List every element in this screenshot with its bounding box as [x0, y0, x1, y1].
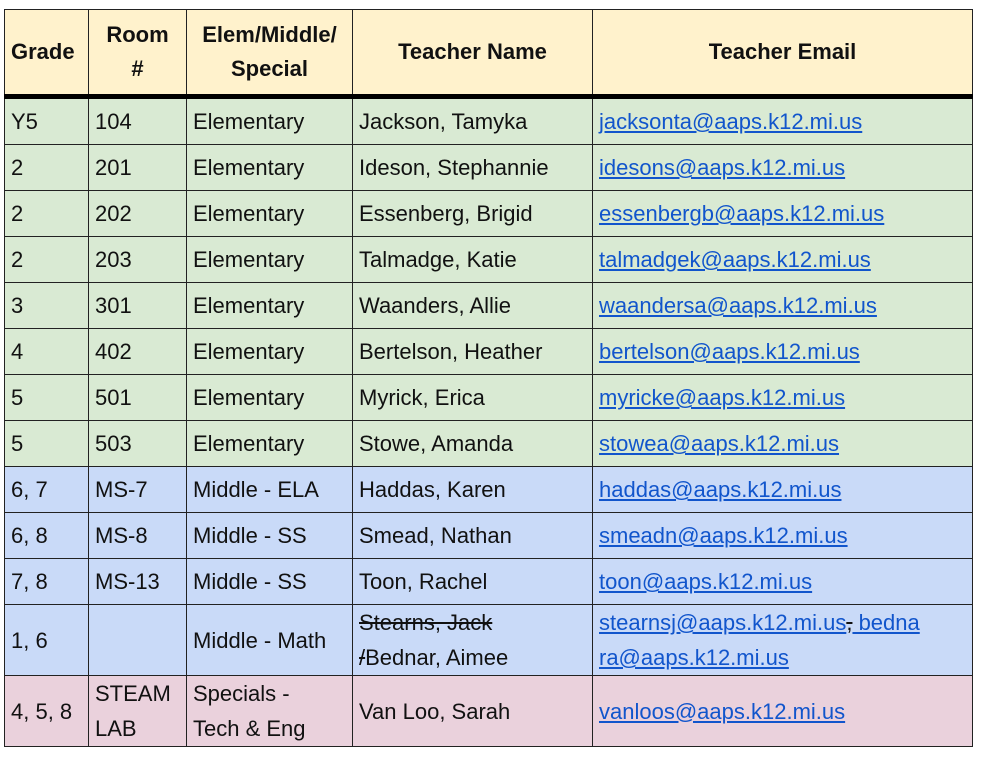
header-room-line1: Room	[106, 22, 169, 47]
room-cell: 104	[89, 97, 187, 145]
email-link[interactable]: smeadn@aaps.k12.mi.us	[599, 523, 848, 548]
teacher-name-cell: Talmadge, Katie	[353, 237, 593, 283]
room-cell: 402	[89, 329, 187, 375]
grade-cell: 6, 7	[5, 467, 89, 513]
teacher-name-cell: Myrick, Erica	[353, 375, 593, 421]
email-link[interactable]: haddas@aaps.k12.mi.us	[599, 477, 842, 502]
table-row	[5, 329, 973, 375]
level-cell: Middle - SS	[187, 513, 353, 559]
level-cell: Middle - SS	[187, 559, 353, 605]
header-level	[187, 10, 353, 97]
table-row	[5, 467, 973, 513]
table-row	[5, 191, 973, 237]
email-cell	[593, 97, 973, 145]
level-cell: Elementary	[187, 97, 353, 145]
email-link[interactable]: jacksonta@aaps.k12.mi.us	[599, 109, 863, 134]
table-row	[5, 421, 973, 467]
room-cell: 202	[89, 191, 187, 237]
email-link[interactable]: talmadgek@aaps.k12.mi.us	[599, 247, 871, 272]
email-line1	[599, 605, 966, 640]
teacher-name-cell: Stowe, Amanda	[353, 421, 593, 467]
email-cell	[593, 559, 973, 605]
room-cell: 203	[89, 237, 187, 283]
teacher-separator: /	[359, 645, 366, 670]
email-separator: ,	[846, 610, 853, 635]
email-link[interactable]: waandersa@aaps.k12.mi.us	[599, 293, 877, 318]
level-cell: Elementary	[187, 329, 353, 375]
email-cell	[593, 421, 973, 467]
room-line2: LAB	[95, 716, 137, 741]
header-grade: Grade	[5, 10, 89, 97]
teacher-name-cell: Jackson, Tamyka	[353, 97, 593, 145]
level-cell: Elementary	[187, 145, 353, 191]
teacher-name-cell: Toon, Rachel	[353, 559, 593, 605]
current-email-link-part2[interactable]: ra@aaps.k12.mi.us	[599, 645, 789, 670]
email-cell	[593, 676, 973, 747]
teacher-name-cell: Ideson, Stephannie	[353, 145, 593, 191]
header-teacher-name: Teacher Name	[353, 10, 593, 97]
level-cell: Middle - ELA	[187, 467, 353, 513]
table-row	[5, 97, 973, 145]
room-cell: 501	[89, 375, 187, 421]
teacher-name-cell: Waanders, Allie	[353, 283, 593, 329]
teacher-name-cell: Van Loo, Sarah	[353, 676, 593, 747]
grade-cell: 6, 8	[5, 513, 89, 559]
email-cell	[593, 467, 973, 513]
grade-cell: 2	[5, 191, 89, 237]
email-cell	[593, 145, 973, 191]
email-link[interactable]: idesons@aaps.k12.mi.us	[599, 155, 846, 180]
header-row	[5, 10, 973, 97]
teacher-name-cell: Bertelson, Heather	[353, 329, 593, 375]
header-level-line2: Special	[230, 56, 309, 81]
room-line1: STEAM	[95, 681, 171, 706]
room-cell: MS-7	[89, 467, 187, 513]
email-cell	[593, 605, 973, 676]
current-email-link-part1[interactable]: bedna	[852, 610, 920, 635]
level-cell	[187, 676, 353, 747]
teacher-name-cell: Essenberg, Brigid	[353, 191, 593, 237]
email-cell	[593, 191, 973, 237]
teacher-name-cell	[353, 605, 593, 676]
level-cell: Elementary	[187, 421, 353, 467]
room-cell	[89, 676, 187, 747]
grade-cell: 7, 8	[5, 559, 89, 605]
level-line2: Tech & Eng	[193, 716, 306, 741]
grade-cell: 3	[5, 283, 89, 329]
email-cell	[593, 283, 973, 329]
header-room	[89, 10, 187, 97]
table-body	[5, 97, 973, 747]
table-row-math	[5, 605, 973, 676]
grade-cell: 2	[5, 237, 89, 283]
grade-cell: Y5	[5, 97, 89, 145]
table-row	[5, 237, 973, 283]
room-cell	[89, 605, 187, 676]
grade-cell: 5	[5, 421, 89, 467]
grade-cell: 5	[5, 375, 89, 421]
email-link[interactable]: vanloos@aaps.k12.mi.us	[599, 698, 846, 724]
email-cell	[593, 237, 973, 283]
teacher-name-cell: Haddas, Karen	[353, 467, 593, 513]
table-row	[5, 513, 973, 559]
level-line1: Specials -	[193, 681, 290, 706]
room-cell: 201	[89, 145, 187, 191]
email-cell	[593, 513, 973, 559]
teacher-name-cell: Smead, Nathan	[353, 513, 593, 559]
header-room-line2: #	[131, 56, 144, 81]
email-line2	[599, 640, 966, 675]
room-cell: 503	[89, 421, 187, 467]
email-link[interactable]: myricke@aaps.k12.mi.us	[599, 385, 846, 410]
former-teacher-name: Stearns, Jack	[359, 610, 493, 635]
table-row	[5, 145, 973, 191]
email-link[interactable]: toon@aaps.k12.mi.us	[599, 569, 813, 594]
room-cell: MS-8	[89, 513, 187, 559]
email-link[interactable]: bertelson@aaps.k12.mi.us	[599, 339, 860, 364]
table-row	[5, 375, 973, 421]
header-level-line1: Elem/Middle/	[202, 22, 337, 47]
teacher-directory-table	[4, 9, 973, 747]
grade-cell: 2	[5, 145, 89, 191]
grade-cell: 4	[5, 329, 89, 375]
former-email-link[interactable]: stearnsj@aaps.k12.mi.us	[599, 610, 847, 635]
table-row-special	[5, 676, 973, 747]
current-teacher-name: Bednar, Aimee	[365, 645, 509, 670]
table-row	[5, 283, 973, 329]
level-cell: Middle - Math	[187, 605, 353, 676]
email-link[interactable]: essenbergb@aaps.k12.mi.us	[599, 201, 885, 226]
table-row	[5, 559, 973, 605]
level-cell: Elementary	[187, 375, 353, 421]
room-cell: MS-13	[89, 559, 187, 605]
table-header	[5, 10, 973, 97]
email-cell	[593, 329, 973, 375]
email-cell	[593, 375, 973, 421]
grade-cell: 1, 6	[5, 605, 89, 676]
email-link[interactable]: stowea@aaps.k12.mi.us	[599, 431, 840, 456]
grade-cell: 4, 5, 8	[5, 676, 89, 747]
room-cell: 301	[89, 283, 187, 329]
level-cell: Elementary	[187, 237, 353, 283]
header-teacher-email: Teacher Email	[593, 10, 973, 97]
current-teacher-line	[359, 640, 586, 675]
level-cell: Elementary	[187, 191, 353, 237]
level-cell: Elementary	[187, 283, 353, 329]
